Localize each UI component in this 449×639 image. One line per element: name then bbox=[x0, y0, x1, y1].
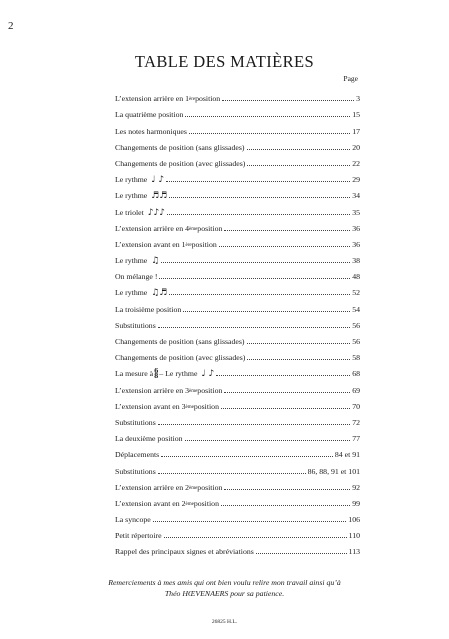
entry-title-text: L’extension avant en 3 bbox=[115, 401, 186, 411]
entry-title-text: Déplacements bbox=[115, 450, 160, 460]
entry-title-suffix: position bbox=[197, 223, 223, 233]
entry-title-text: Les notes harmoniques bbox=[115, 126, 187, 136]
entry-title-text: Substitutions bbox=[115, 320, 156, 330]
entry-title bbox=[115, 337, 245, 346]
entry-page-number: 106 bbox=[348, 515, 360, 525]
toc-entry bbox=[115, 281, 360, 297]
dot-leader bbox=[224, 230, 350, 231]
page-title: TABLE DES MATIÈRES bbox=[134, 52, 315, 71]
entry-title-suffix: position bbox=[193, 401, 219, 411]
time-signature-top: 6 bbox=[154, 368, 159, 376]
toc-entry bbox=[115, 540, 360, 556]
toc-entry bbox=[115, 378, 360, 394]
entry-title-text: La mesure à bbox=[115, 369, 154, 379]
entry-page-number: 99 bbox=[352, 498, 360, 508]
entry-title bbox=[115, 143, 245, 152]
entry-title-text: L’extension arrière en 1 bbox=[115, 94, 189, 104]
entry-page-number: 3 bbox=[356, 94, 360, 104]
entry-title-suffix: position bbox=[197, 482, 223, 492]
toc-entry bbox=[115, 184, 360, 200]
dot-leader bbox=[256, 553, 347, 554]
toc-entry bbox=[115, 136, 360, 152]
entry-title bbox=[115, 515, 151, 524]
entry-title-text: Changements de position (avec glissades) bbox=[115, 353, 246, 363]
dot-leader bbox=[153, 521, 347, 522]
dot-leader bbox=[167, 214, 350, 215]
entry-page-number: 56 bbox=[352, 320, 360, 330]
entry-title bbox=[115, 531, 162, 540]
dot-leader bbox=[158, 473, 306, 474]
catalog-number: 26825 H.L. bbox=[211, 619, 238, 625]
toc-entry bbox=[115, 524, 360, 540]
entry-page-number: 48 bbox=[352, 272, 360, 282]
toc-entry bbox=[115, 508, 360, 524]
entry-page-number: 77 bbox=[352, 434, 360, 444]
toc-entry bbox=[115, 233, 360, 249]
entry-page-number: 70 bbox=[352, 401, 360, 411]
entry-page-number: 52 bbox=[352, 288, 360, 298]
toc-entry bbox=[115, 427, 360, 443]
entry-title bbox=[115, 353, 245, 362]
toc-entry bbox=[115, 200, 360, 216]
entry-title-text: L’extension arrière en 3 bbox=[115, 385, 189, 395]
toc-entry bbox=[115, 249, 360, 265]
dot-leader bbox=[158, 424, 350, 425]
toc-entry bbox=[115, 265, 360, 281]
entry-title-text: La troisième position bbox=[115, 304, 182, 314]
entry-title-suffix: position bbox=[191, 239, 217, 249]
entry-title bbox=[115, 288, 167, 297]
dot-leader bbox=[169, 294, 350, 295]
entry-title-text: L’extension arrière en 2 bbox=[115, 482, 189, 492]
entry-title bbox=[115, 450, 159, 459]
entry-title bbox=[115, 175, 164, 184]
entry-title-text: Changements de position (sans glissades) bbox=[115, 142, 245, 152]
entry-title-suffix: position bbox=[193, 498, 219, 508]
rhythm-notation-icon: ♪♪♪ bbox=[147, 207, 166, 218]
entry-title bbox=[115, 272, 157, 281]
entry-title-text: L’extension arrière en 4 bbox=[115, 223, 189, 233]
entry-title: L’extension avant en 1 $^{ère}$ position bbox=[115, 239, 217, 249]
entry-title bbox=[115, 418, 156, 427]
entry-page-number: 68 bbox=[352, 369, 360, 379]
entry-page-number: 29 bbox=[352, 175, 360, 185]
entry-title bbox=[115, 159, 245, 168]
toc-entry bbox=[115, 103, 360, 119]
entry-page-number: 38 bbox=[352, 256, 360, 266]
dot-leader bbox=[247, 343, 351, 344]
entry-title-text: Changements de position (avec glissades) bbox=[115, 158, 246, 168]
entry-page-number: 58 bbox=[352, 353, 360, 363]
entry-title-text: L’extension avant en 2 bbox=[115, 498, 186, 508]
entry-page-number: 69 bbox=[352, 385, 360, 395]
entry-title bbox=[115, 321, 156, 330]
entry-page-number: 110 bbox=[348, 531, 360, 541]
entry-title-text: Substitutions bbox=[115, 466, 156, 476]
entry-title bbox=[115, 208, 165, 217]
entry-page-number: 17 bbox=[352, 126, 360, 136]
entry-title bbox=[115, 305, 181, 314]
entry-title bbox=[115, 467, 156, 476]
toc-entry bbox=[115, 217, 360, 233]
table-of-contents bbox=[115, 87, 360, 556]
page-column-label: Page bbox=[343, 74, 358, 83]
entry-title: L’extension arrière en 3 $^{ème}$ position bbox=[115, 385, 223, 395]
entry-title-text: On mélange ! bbox=[115, 272, 158, 282]
entry-title-text: Substitutions bbox=[115, 417, 156, 427]
toc-entry bbox=[115, 314, 360, 330]
toc-entry bbox=[115, 411, 360, 427]
entry-title-suffix: position bbox=[195, 94, 221, 104]
toc-entry bbox=[115, 492, 360, 508]
entry-page-number: 35 bbox=[352, 207, 360, 217]
dot-leader bbox=[247, 149, 351, 150]
entry-page-number: 15 bbox=[352, 110, 360, 120]
entry-title-text: Le rythme bbox=[115, 175, 148, 185]
toc-entry bbox=[115, 395, 360, 411]
entry-page-number: 54 bbox=[352, 304, 360, 314]
dot-leader bbox=[166, 181, 350, 182]
page-number: 2 bbox=[8, 20, 14, 32]
dot-leader bbox=[222, 100, 354, 101]
entry-title-suffix: position bbox=[197, 385, 223, 395]
toc-entry bbox=[115, 87, 360, 103]
entry-title: L’extension avant en 3 $^{ème}$ position bbox=[115, 401, 219, 411]
entry-title-text: Le triolet bbox=[115, 207, 144, 217]
entry-title bbox=[115, 256, 159, 265]
entry-page-number: 92 bbox=[352, 482, 360, 492]
dot-leader bbox=[224, 489, 350, 490]
entry-title-text: Rappel des principaux signes et abréviations bbox=[115, 547, 254, 557]
entry-title-text: Changements de position (sans glissades) bbox=[115, 337, 245, 346]
entry-page-number: 22 bbox=[352, 158, 360, 168]
dot-leader bbox=[221, 408, 350, 409]
dot-leader bbox=[247, 165, 350, 166]
entry-title-text: Petit répertoire bbox=[115, 531, 162, 541]
toc-entry bbox=[115, 362, 360, 381]
toc-entry bbox=[115, 152, 360, 168]
toc-entry bbox=[115, 459, 360, 475]
dot-leader bbox=[247, 359, 350, 360]
rhythm-notation-icon: ♫ bbox=[151, 256, 160, 267]
dot-leader bbox=[185, 440, 351, 441]
entry-title: L’extension arrière en 1 $^{ère}$ position bbox=[115, 94, 221, 104]
entry-page-number: 56 bbox=[352, 337, 360, 346]
dot-leader bbox=[159, 278, 350, 279]
toc-entry bbox=[115, 346, 360, 362]
entry-page-number: 20 bbox=[352, 142, 360, 152]
entry-title: L’extension arrière en 2 $^{ème}$ position bbox=[115, 482, 223, 492]
dot-leader bbox=[185, 116, 350, 117]
toc-entry bbox=[115, 168, 360, 184]
entry-title-text: Le rythme bbox=[115, 191, 148, 201]
dot-leader bbox=[224, 392, 350, 393]
dot-leader bbox=[219, 246, 350, 247]
time-signature bbox=[154, 369, 158, 379]
dot-leader bbox=[169, 197, 350, 198]
dot-leader bbox=[183, 311, 350, 312]
entry-title: L’extension arrière en 4 $^{ème}$ position bbox=[115, 223, 223, 233]
dot-leader bbox=[158, 327, 350, 328]
entry-page-number: 84 et 91 bbox=[334, 450, 360, 460]
acknowledgement-line-2: Théo HŒVENAERS pour sa patience. bbox=[164, 589, 285, 598]
dot-leader bbox=[216, 375, 350, 376]
entry-title-text: La syncope bbox=[115, 515, 151, 525]
toc-entry bbox=[115, 119, 360, 135]
acknowledgement-line-1: Remerciements à mes amis qui ont bien voulu relire mon travail ainsi qu’à bbox=[108, 578, 341, 587]
entry-title bbox=[115, 127, 187, 136]
entry-page-number: 36 bbox=[352, 223, 360, 233]
entry-title bbox=[115, 547, 254, 556]
entry-title-text: Le rythme bbox=[115, 256, 148, 266]
entry-title bbox=[115, 191, 167, 200]
entry-title-suffix: – Le rythme bbox=[159, 369, 198, 379]
dot-leader bbox=[221, 505, 350, 506]
rhythm-notation-icon: ♫♬ bbox=[151, 288, 168, 299]
rhythm-notation-icon: ♩ ♪ bbox=[201, 369, 215, 380]
entry-title: L’extension avant en 2 $^{ème}$ position bbox=[115, 498, 219, 508]
entry-page-number: 36 bbox=[352, 239, 360, 249]
entry-title-text: La quatrième position bbox=[115, 110, 184, 120]
entry-title bbox=[115, 434, 183, 443]
rhythm-notation-icon: ♩ ♪ bbox=[151, 175, 165, 186]
entry-page-number: 86, 88, 91 et 101 bbox=[307, 466, 360, 476]
dot-leader bbox=[161, 456, 333, 457]
toc-entry bbox=[115, 330, 360, 346]
toc-entry bbox=[115, 476, 360, 492]
time-signature-bottom: 8 bbox=[154, 373, 159, 381]
entry-title-text: L’extension avant en 1 bbox=[115, 239, 186, 249]
acknowledgement-note bbox=[50, 577, 399, 599]
entry-title-text: Le rythme bbox=[115, 288, 148, 298]
dot-leader bbox=[164, 537, 347, 538]
entry-title-text: La deuxième position bbox=[115, 434, 183, 444]
entry-page-number: 113 bbox=[348, 547, 360, 557]
rhythm-notation-icon: ♬♬ bbox=[151, 191, 168, 202]
dot-leader bbox=[189, 133, 350, 134]
entry-title bbox=[115, 110, 183, 119]
toc-entry bbox=[115, 443, 360, 459]
entry-title bbox=[115, 368, 215, 381]
toc-entry bbox=[115, 297, 360, 313]
dot-leader bbox=[161, 262, 350, 263]
entry-page-number: 72 bbox=[352, 417, 360, 427]
entry-page-number: 34 bbox=[352, 191, 360, 201]
